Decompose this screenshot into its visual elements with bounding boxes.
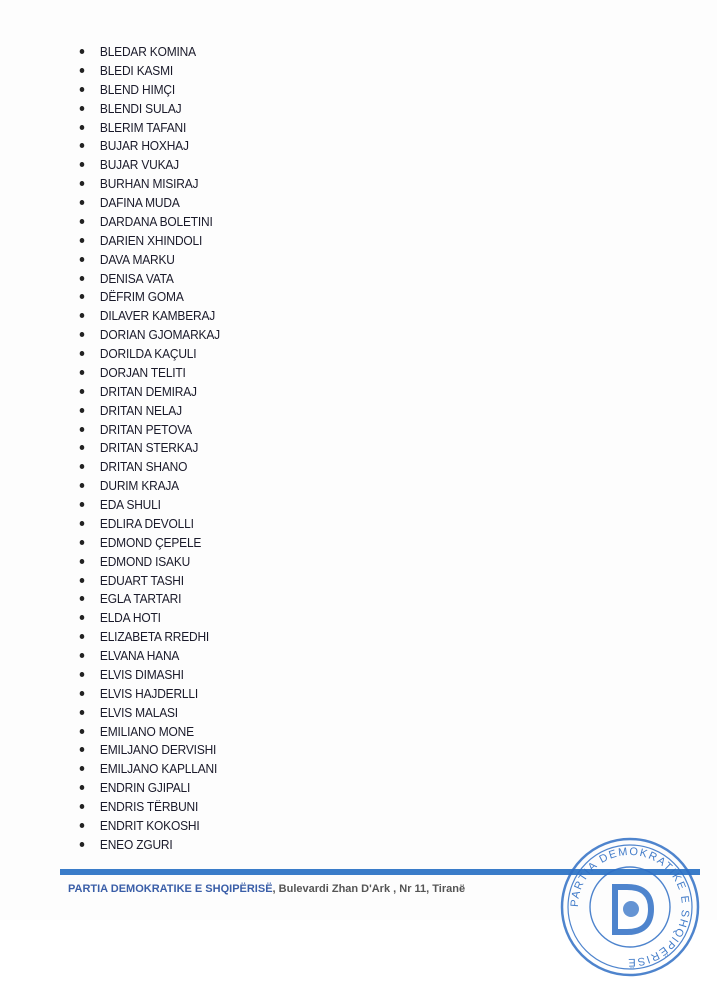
list-item: [76, 364, 220, 383]
party-stamp-icon: [555, 832, 705, 982]
list-item: [76, 609, 220, 628]
list-item: [76, 534, 220, 553]
bullet-icon: [80, 408, 85, 413]
member-name: DORJAN TELITI: [99, 364, 186, 380]
list-item: [76, 137, 220, 156]
bullet-icon: [80, 351, 85, 356]
member-name: EDMOND ISAKU: [99, 553, 191, 569]
bullet-icon: [80, 842, 85, 847]
member-name: ENDRIT KOKOSHI: [99, 817, 200, 833]
member-name: EMILJANO DERVISHI: [99, 742, 217, 758]
list-item: [76, 515, 220, 534]
list-item: [76, 307, 220, 326]
bullet-icon: [80, 87, 85, 92]
member-name: DRITAN DEMIRAJ: [99, 383, 197, 399]
list-item: [76, 647, 220, 666]
list-item: [76, 270, 220, 289]
bullet-icon: [80, 804, 85, 809]
member-name: DORIAN GJOMARKAJ: [99, 327, 220, 343]
list-item: [76, 402, 220, 421]
bullet-icon: [80, 634, 85, 639]
member-name: EMILIANO MONE: [99, 723, 194, 739]
bullet-icon: [80, 672, 85, 677]
member-name: ELVIS HAJDERLLI: [99, 685, 198, 701]
bullet-icon: [80, 181, 85, 186]
member-name: BLEND HIMÇI: [99, 81, 175, 97]
bullet-icon: [80, 125, 85, 130]
list-item: [76, 836, 220, 855]
bullet-icon: [80, 615, 85, 620]
bullet-icon: [80, 464, 85, 469]
footer-party-name: PARTIA DEMOKRATIKE E SHQIPËRISË: [68, 883, 273, 895]
member-name: DARIEN XHINDOLI: [99, 232, 203, 248]
member-name: ENEO ZGURI: [99, 836, 173, 852]
list-item: [76, 572, 220, 591]
list-item: [76, 421, 220, 440]
bullet-icon: [80, 238, 85, 243]
list-item: [76, 760, 220, 779]
bullet-icon: [80, 200, 85, 205]
bullet-icon: [80, 276, 85, 281]
list-item: [76, 43, 220, 62]
list-item: [76, 628, 220, 647]
bullet-icon: [80, 106, 85, 111]
member-name: DRITAN NELAJ: [99, 402, 182, 418]
bullet-icon: [80, 49, 85, 54]
list-item: [76, 590, 220, 609]
member-name: DAFINA MUDA: [99, 195, 180, 210]
bullet-icon: [80, 540, 85, 545]
list-item: [76, 119, 220, 138]
member-name: EDUART TASHI: [99, 572, 184, 588]
bullet-icon: [80, 370, 85, 375]
bullet-icon: [80, 521, 85, 526]
bullet-icon: [80, 219, 85, 224]
list-item: [76, 477, 220, 496]
member-name: EDMOND ÇEPELE: [99, 534, 202, 550]
bullet-icon: [80, 596, 85, 601]
bullet-icon: [80, 313, 85, 318]
list-item: [76, 194, 220, 213]
bullet-icon: [80, 68, 85, 73]
member-name: DRITAN PETOVA: [99, 421, 192, 437]
member-name: DËFRIM GOMA: [99, 289, 184, 305]
list-item: [76, 723, 220, 742]
member-name: DENISA VATA: [99, 270, 174, 286]
member-name: ELVANA HANA: [99, 648, 180, 663]
list-item: [76, 288, 220, 307]
member-name: BLERIM TAFANI: [99, 119, 187, 135]
bullet-icon: [80, 445, 85, 450]
member-name: BUJAR HOXHAJ: [99, 138, 189, 154]
member-name: ENDRIS TËRBUNI: [99, 799, 199, 814]
bullet-icon: [80, 710, 85, 715]
member-name: BURHAN MISIRAJ: [99, 176, 199, 192]
list-item: [76, 685, 220, 704]
list-item: [76, 326, 220, 345]
list-item: [76, 156, 220, 175]
footer-address: [68, 883, 465, 895]
list-item: [76, 213, 220, 232]
list-item: [76, 779, 220, 798]
member-name: BLEDI KASMI: [99, 62, 174, 78]
footer-street-address: , Bulevardi Zhan D'Ark , Nr 11, Tiranë: [272, 883, 466, 895]
member-name: ELIZABETA RREDHI: [99, 629, 210, 645]
list-item: [76, 100, 220, 119]
bullet-icon: [80, 294, 85, 299]
bullet-icon: [80, 766, 85, 771]
list-item: [76, 666, 220, 685]
bullet-icon: [80, 502, 85, 507]
list-item: [76, 62, 220, 81]
bullet-icon: [80, 143, 85, 148]
list-item: [76, 251, 220, 270]
list-item: [76, 458, 220, 477]
member-name: EDLIRA DEVOLLI: [99, 515, 194, 531]
bullet-icon: [80, 578, 85, 583]
bullet-icon: [80, 427, 85, 432]
bullet-icon: [80, 332, 85, 337]
member-name: DURIM KRAJA: [99, 478, 179, 494]
list-item: [76, 232, 220, 251]
member-name: DRITAN STERKAJ: [99, 440, 199, 456]
list-item: [76, 175, 220, 194]
member-name: ENDRIN GJIPALI: [99, 780, 191, 796]
list-item: [76, 81, 220, 100]
member-name-list: [76, 43, 232, 855]
bullet-icon: [80, 729, 85, 734]
list-item: [76, 553, 220, 572]
member-name: DARDANA BOLETINI: [99, 213, 213, 229]
bullet-icon: [80, 691, 85, 696]
list-item: [76, 345, 220, 364]
member-name: ELDA HOTI: [99, 610, 161, 626]
list-item: [76, 704, 220, 723]
member-name: EDA SHULI: [99, 497, 161, 512]
bullet-icon: [80, 389, 85, 394]
member-name: EMILJANO KAPLLANI: [99, 761, 218, 777]
member-name: DRITAN SHANO: [99, 459, 188, 475]
list-item: [76, 817, 220, 836]
bullet-icon: [80, 785, 85, 790]
member-name: BLEDAR KOMINA: [99, 44, 196, 59]
member-name: DORILDA KAÇULI: [99, 346, 197, 361]
member-name: ELVIS DIMASHI: [99, 666, 184, 682]
member-name: EGLA TARTARI: [99, 591, 182, 607]
member-name: DILAVER KAMBERAJ: [99, 308, 216, 324]
bullet-icon: [80, 162, 85, 167]
member-name: BUJAR VUKAJ: [99, 157, 179, 173]
bullet-icon: [80, 747, 85, 752]
list-item: [76, 496, 220, 515]
bullet-icon: [80, 257, 85, 262]
bullet-icon: [80, 823, 85, 828]
list-item: [76, 383, 220, 402]
member-name: BLENDI SULAJ: [99, 100, 182, 116]
list-item: [76, 798, 220, 817]
list-item: [76, 439, 220, 458]
member-name: ELVIS MALASI: [99, 704, 178, 720]
svg-text:PARTIA DEMOKRATIKE E SHQIPËRIS: PARTIA DEMOKRATIKE E SHQIPËRISË: [568, 845, 692, 969]
member-name: DAVA MARKU: [99, 251, 175, 267]
bullet-icon: [80, 559, 85, 564]
bullet-icon: [80, 483, 85, 488]
list-item: [76, 741, 220, 760]
bullet-icon: [80, 653, 85, 658]
